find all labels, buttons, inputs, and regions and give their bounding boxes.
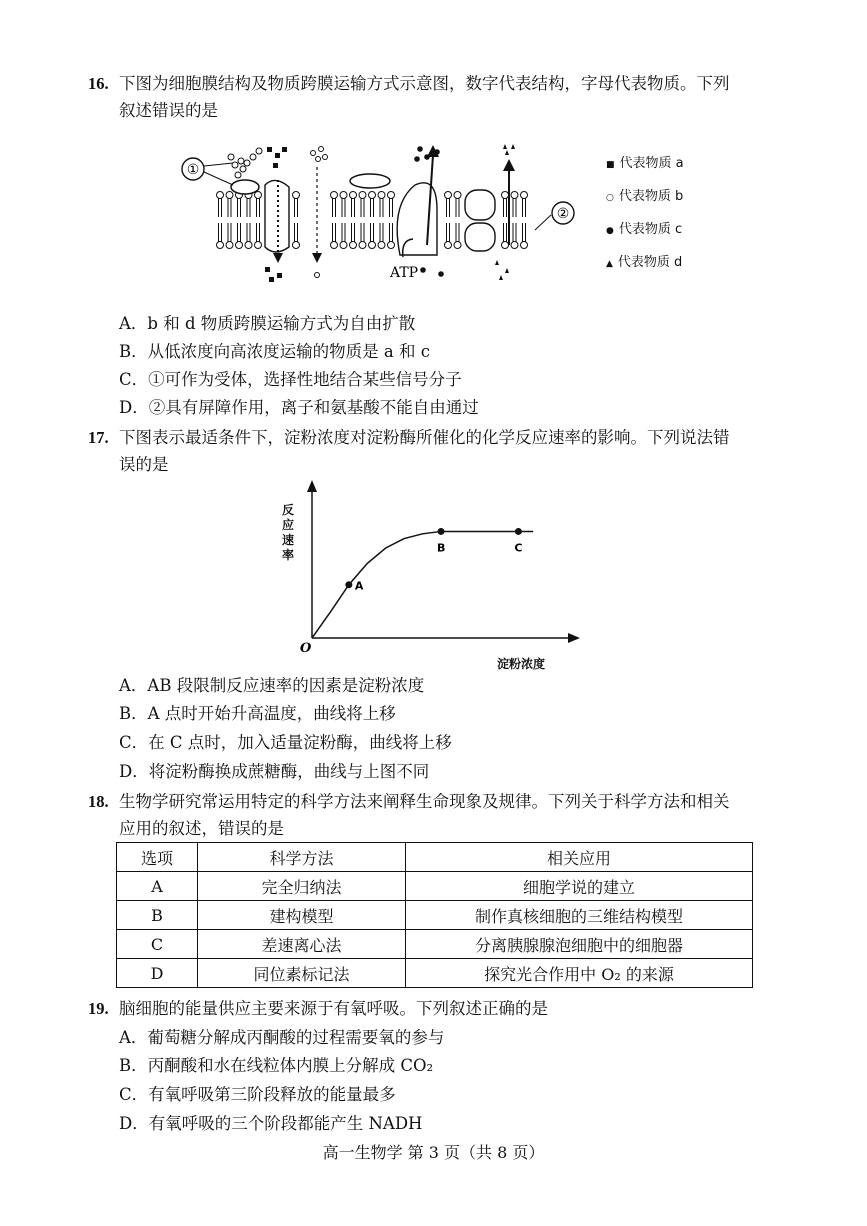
q18-number: 18.: [88, 792, 109, 811]
table-row: [117, 901, 753, 930]
table-cell: 同位素标记法: [198, 959, 406, 988]
legend-item-c: ● 代表物质 c: [606, 222, 683, 237]
table-row: [117, 930, 753, 959]
q17-stem-line1: 下图表示最适条件下，淀粉浓度对淀粉酶所催化的化学反应速率的影响。下列说法错: [119, 428, 730, 447]
table-header-row: [117, 843, 753, 872]
svg-text:ATP: ATP: [390, 265, 419, 281]
diagram-legend: [606, 148, 684, 280]
table-cell: 制作真核细胞的三维结构模型: [406, 901, 753, 930]
point-label-a: A: [354, 579, 364, 593]
substance-d: [495, 144, 515, 280]
q17-option-a[interactable]: A．AB 段限制反应速率的因素是淀粉浓度: [119, 676, 425, 695]
table-header: 相关应用: [406, 843, 753, 872]
channel-protein-d: [465, 190, 495, 220]
q16-option-b[interactable]: B．从低浓度向高浓度运输的物质是 a 和 c: [119, 342, 430, 361]
table-cell: 建构模型: [198, 901, 406, 930]
point-b: [438, 528, 445, 535]
point-label-b: B: [437, 541, 446, 555]
table-cell: 细胞学说的建立: [406, 872, 753, 901]
q17-number: 17.: [88, 428, 109, 447]
q18-stem-line2: 应用的叙述，错误的是: [119, 819, 284, 838]
y-axis-arrow: [307, 480, 317, 492]
q17-option-c[interactable]: C．在 C 点时，加入适量淀粉酶，曲线将上移: [119, 733, 452, 752]
table-header: 科学方法: [198, 843, 406, 872]
legend-item-d: ▲ 代表物质 d: [606, 255, 683, 270]
q16-option-c[interactable]: C．①可作为受体，选择性地结合某些信号分子: [119, 370, 462, 389]
x-axis-arrow: [568, 633, 580, 643]
legend-item-b: ○ 代表物质 b: [606, 189, 684, 204]
surface-protein: [350, 174, 390, 188]
rate-curve: [312, 531, 533, 638]
point-c: [515, 528, 522, 535]
table-cell: 差速离心法: [198, 930, 406, 959]
q16-option-d[interactable]: D．②具有屏障作用，离子和氨基酸不能自由通过: [119, 398, 479, 417]
q19-stem: 脑细胞的能量供应主要来源于有氧呼吸。下列叙述正确的是: [119, 999, 548, 1018]
q16-option-a[interactable]: A．b 和 d 物质跨膜运输方式为自由扩散: [119, 314, 416, 333]
q19-option-c[interactable]: C．有氧呼吸第三阶段释放的能量最多: [119, 1085, 396, 1104]
table-cell: 分离胰腺腺泡细胞中的细胞器: [406, 930, 753, 959]
svg-text:①: ①: [186, 162, 200, 178]
q17-option-b[interactable]: B．A 点时开始升高温度，曲线将上移: [119, 704, 396, 723]
origin-label: O: [300, 641, 312, 656]
table-header: 选项: [117, 843, 198, 872]
table-cell: 探究光合作用中 O₂ 的来源: [406, 959, 753, 988]
table-cell: A: [117, 872, 198, 901]
table-cell: 完全归纳法: [198, 872, 406, 901]
legend-item-a: ■ 代表物质 a: [606, 156, 684, 171]
substance-a-outside: [267, 147, 287, 168]
q18-stem-line1: 生物学研究常运用特定的科学方法来阐释生命现象及规律。下列关于科学方法和相关: [119, 792, 730, 811]
glycoprotein-receptor: [231, 180, 259, 194]
q16-stem-line2: 叙述错误的是: [119, 101, 218, 120]
q16-number: 16.: [88, 74, 109, 93]
q19-option-b[interactable]: B．丙酮酸和水在线粒体内膜上分解成 CO₂: [119, 1056, 434, 1075]
table-row: [117, 959, 753, 988]
q16-stem-line1: 下图为细胞膜结构及物质跨膜运输方式示意图，数字代表结构，字母代表物质。下列: [119, 74, 730, 93]
y-axis-label: 反应速率: [282, 503, 295, 562]
substance-a-inside: [265, 267, 282, 282]
point-a: [345, 581, 352, 588]
table-cell: B: [117, 901, 198, 930]
q17-stem-line2: 误的是: [119, 455, 169, 474]
membrane-diagram: [175, 135, 585, 290]
page-footer: 高一生物学 第 3 页（共 8 页）: [322, 1143, 545, 1162]
sugar-chain: [228, 148, 262, 178]
q17-option-d[interactable]: D．将淀粉酶换成蔗糖酶，曲线与上图不同: [119, 762, 430, 781]
q19-number: 19.: [88, 999, 109, 1018]
q19-option-d[interactable]: D．有氧呼吸的三个阶段都能产生 NADH: [119, 1114, 423, 1133]
table-cell: D: [117, 959, 198, 988]
table-row: [117, 872, 753, 901]
methods-table: [116, 842, 753, 988]
reaction-rate-chart: [270, 478, 590, 678]
table-cell: C: [117, 930, 198, 959]
x-axis-label: 淀粉浓度: [497, 657, 546, 671]
point-label-c: C: [514, 541, 523, 555]
svg-text:②: ②: [556, 206, 570, 222]
q19-option-a[interactable]: A．葡萄糖分解成丙酮酸的过程需要氧的参与: [119, 1028, 445, 1047]
